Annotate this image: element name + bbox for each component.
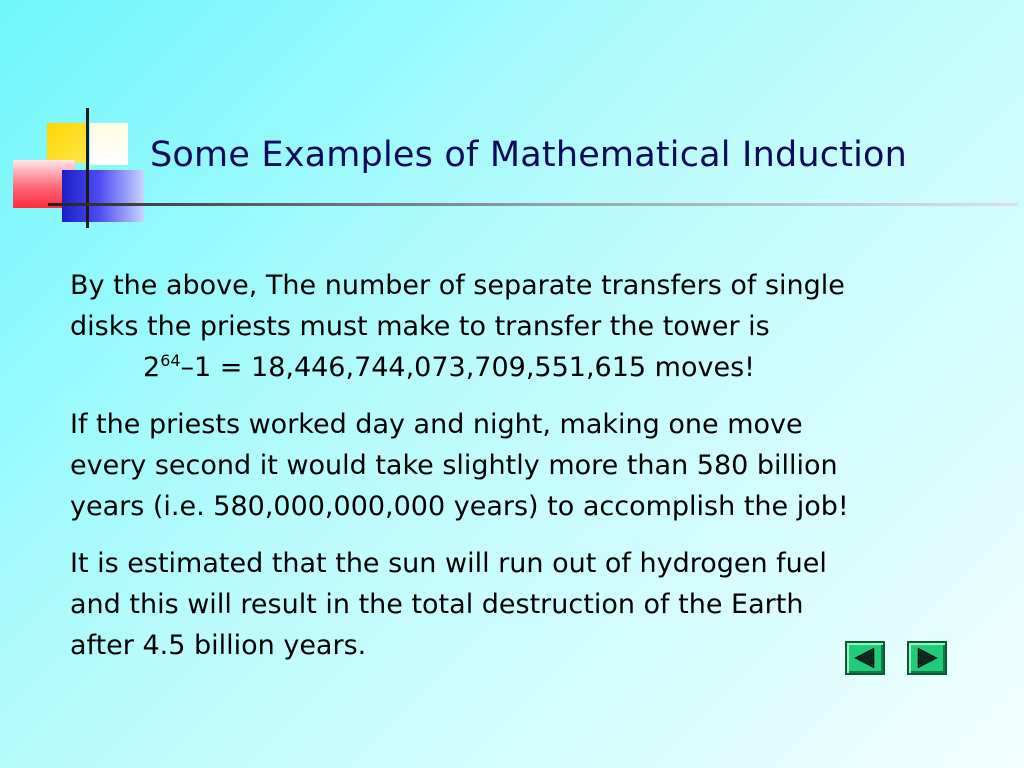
moves-formula (70, 347, 970, 388)
slide-body (70, 265, 970, 682)
paragraph-line: every second it would take slightly more than 580 billion (70, 450, 838, 481)
triangle-right-icon (909, 643, 945, 673)
paragraph-line: disks the priests must make to transfer the tower is (70, 311, 770, 342)
previous-slide-button[interactable] (845, 641, 885, 675)
paragraph-transfers (70, 265, 970, 388)
paragraph-line: If the priests worked day and night, making one move (70, 409, 803, 440)
paragraph-sun-estimate (70, 543, 970, 666)
formula-base: 2 (143, 352, 161, 383)
paragraph-line: It is estimated that the sun will run out of hydrogen fuel (70, 548, 827, 579)
yellow-square-decoration (47, 123, 87, 163)
white-square-decoration (90, 123, 128, 165)
slide-logo-decoration (0, 0, 160, 240)
paragraph-line: By the above, The number of separate transfers of single (70, 270, 845, 301)
paragraph-line: years (i.e. 580,000,000,000 years) to accomplish the job! (70, 491, 849, 522)
paragraph-line: and this will result in the total destruction of the Earth (70, 589, 804, 620)
paragraph-line: after 4.5 billion years. (70, 630, 367, 661)
formula-exponent: 64 (160, 351, 181, 370)
formula-result: –1 = 18,446,744,073,709,551,615 moves! (180, 352, 755, 383)
vertical-rule-decoration (86, 108, 89, 228)
next-slide-button[interactable] (907, 641, 947, 675)
paragraph-time-estimate (70, 404, 970, 527)
blue-square-decoration (62, 170, 144, 222)
title-underline-rule (48, 203, 1018, 206)
slide-title: Some Examples of Mathematical Induction (150, 135, 908, 175)
triangle-left-icon (847, 643, 883, 673)
